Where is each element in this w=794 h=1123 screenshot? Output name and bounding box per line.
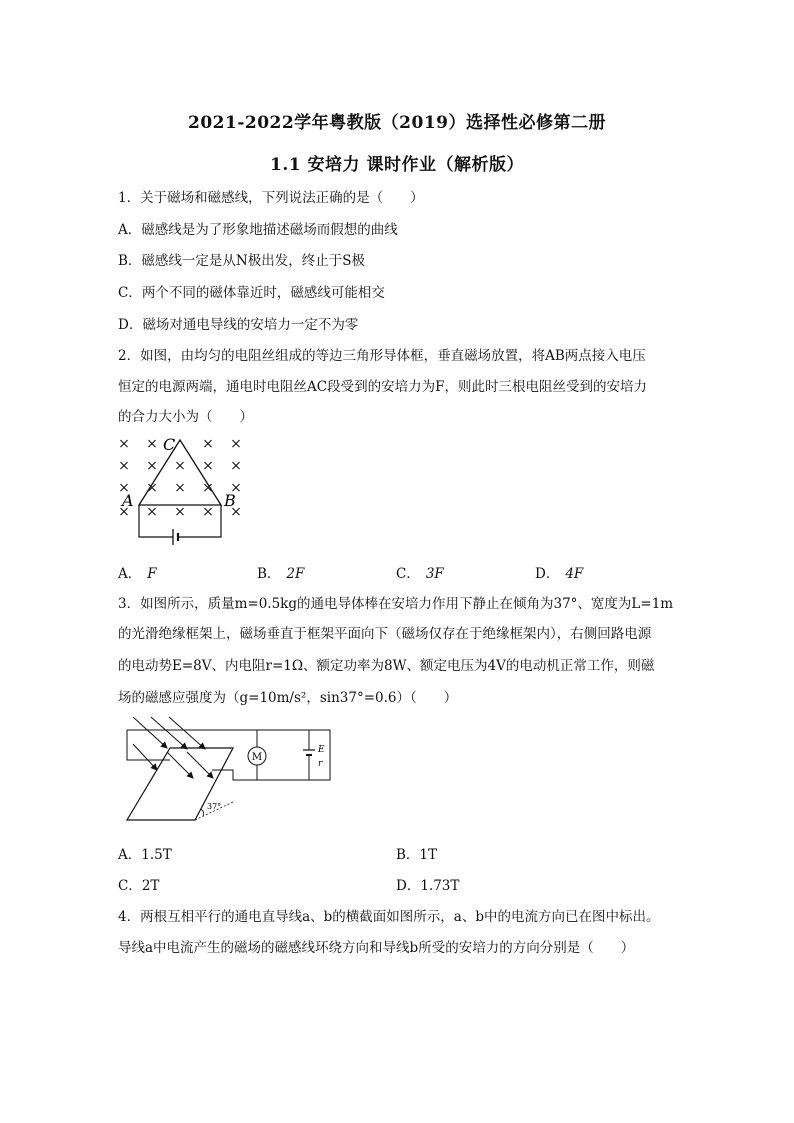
- field-cross: ×: [202, 458, 214, 474]
- field-cross: ×: [202, 480, 214, 496]
- field-cross: ×: [146, 504, 158, 520]
- q3-stem-line2: 的光滑绝缘框架上，磁场垂直于框架平面向下（磁场仅存在于绝缘框架内），右侧回路电源: [118, 626, 652, 642]
- field-cross: ×: [174, 504, 186, 520]
- q2-option-d: D． 4F: [535, 566, 584, 582]
- q3-stem-line4: 场的磁感应强度为（g=10m/s²，sin37°=0.6）（ ）: [118, 690, 458, 706]
- q1-stem: 1．关于磁场和磁感线，下列说法正确的是（ ）: [118, 190, 424, 206]
- field-arrow: [133, 717, 167, 748]
- label-a: A: [122, 491, 134, 510]
- field-cross: ×: [230, 480, 242, 496]
- field-arrow: [133, 744, 157, 770]
- angle-label: 37°: [207, 802, 222, 811]
- q3-incline-figure: [115, 712, 345, 832]
- label-b: B: [224, 491, 236, 510]
- q3-option-b: B．1T: [396, 847, 438, 863]
- q3-stem-line1: 3．如图所示，质量m=0.5kg的通电导体棒在安培力作用下静止在倾角为37°、宽度为L=1m: [118, 596, 674, 612]
- field-arrow: [167, 752, 193, 778]
- field-cross: ×: [146, 436, 158, 452]
- field-cross: ×: [202, 504, 214, 520]
- field-arrow: [187, 752, 213, 778]
- angle-arc: [201, 809, 204, 816]
- field-cross: ×: [118, 504, 130, 520]
- field-arrow: [169, 717, 205, 749]
- motor-label: M: [251, 752, 263, 763]
- field-cross: ×: [174, 458, 186, 474]
- label-c: C: [163, 435, 176, 454]
- q2-option-c: C． 3F: [396, 566, 444, 582]
- resistance-label: r: [318, 759, 323, 769]
- doc-title: 2021-2022学年粤教版（2019）选择性必修第二册: [188, 113, 606, 133]
- field-cross: ×: [118, 480, 130, 496]
- q1-option-c: C．两个不同的磁体靠近时，磁感线可能相交: [118, 285, 385, 301]
- q2-stem-line2: 恒定的电源两端，通电时电阻丝AC段受到的安培力为F，则此时三根电阻丝受到的安培力: [118, 379, 647, 395]
- q2-stem-line1: 2．如图，由均匀的电阻丝组成的等边三角形导体框，垂直磁场放置，将AB两点接入电压: [118, 348, 646, 364]
- field-cross: ×: [230, 504, 242, 520]
- field-cross: ×: [146, 458, 158, 474]
- q3-stem-line3: 的电动势E=8V、内电阻r=1Ω、额定功率为8W、额定电压为4V的电动机正常工作，则磁: [118, 658, 655, 674]
- field-cross: ×: [230, 436, 242, 452]
- doc-subtitle: 1.1 安培力 课时作业（解析版）: [270, 155, 524, 175]
- q2-option-a: A． F: [118, 566, 157, 582]
- q3-option-c: C．2T: [118, 878, 160, 894]
- field-cross: ×: [230, 458, 242, 474]
- q3-option-a: A．1.5T: [118, 847, 172, 863]
- q2-triangle-figure: [112, 430, 252, 552]
- field-cross: ×: [118, 458, 130, 474]
- q3-circuit-wire: [127, 730, 330, 780]
- field-cross: ×: [174, 480, 186, 496]
- field-cross: ×: [202, 436, 214, 452]
- q2-stem-line3: 的合力大小为（ ）: [118, 409, 253, 425]
- field-cross: ×: [146, 480, 158, 496]
- q2-option-b: B． 2F: [257, 566, 305, 582]
- q4-stem-line2: 导线a中电流产生的磁场的磁感线环绕方向和导线b所受的安培力的方向分别是（ ）: [118, 940, 635, 956]
- emf-label: E: [318, 745, 325, 755]
- q4-stem-line1: 4．两根互相平行的通电直导线a、b的横截面如图所示，a、b中的电流方向已在图中标出。: [118, 909, 660, 925]
- q1-option-d: D．磁场对通电导线的安培力一定不为零: [118, 317, 359, 333]
- q1-option-a: A．磁感线是为了形象地描述磁场而假想的曲线: [118, 222, 398, 238]
- field-cross: ×: [118, 436, 130, 452]
- q3-option-d: D．1.73T: [396, 878, 460, 894]
- field-arrow: [151, 717, 187, 749]
- q1-option-b: B．磁感线一定是从N极出发，终止于S极: [118, 253, 365, 269]
